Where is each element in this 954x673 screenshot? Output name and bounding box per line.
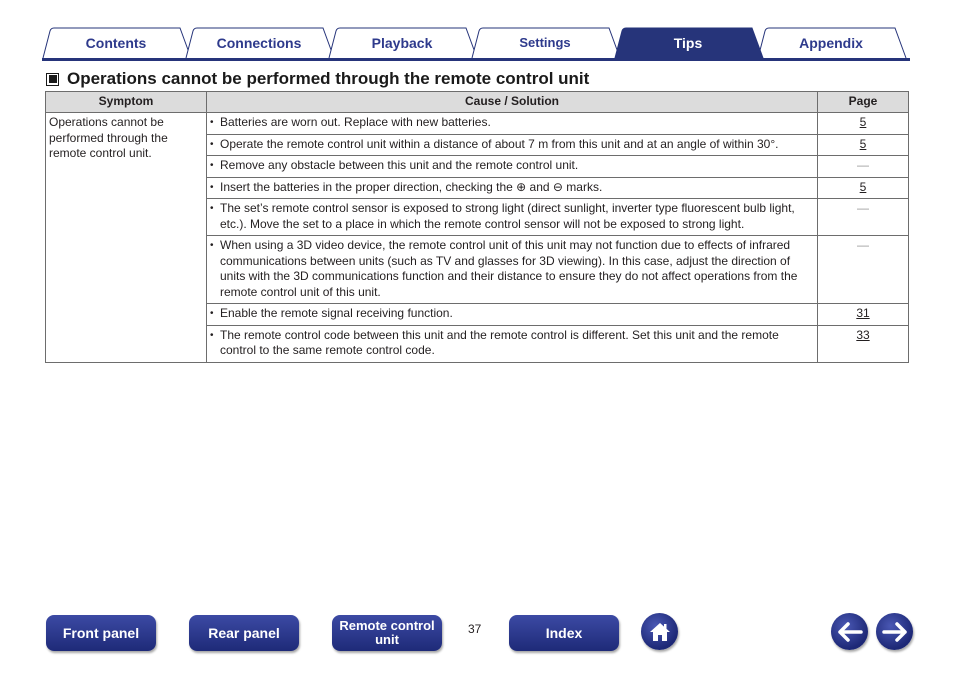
tab-contents[interactable]: Contents — [85, 34, 147, 51]
page-cell — [818, 134, 909, 156]
bullet-icon: • — [210, 160, 214, 171]
bullet-icon: • — [210, 181, 214, 193]
troubleshooting-table — [45, 91, 909, 363]
symptom-cell: Operations cannot be performed through the remote control unit. — [46, 113, 207, 363]
bullet-icon: • — [210, 117, 214, 128]
bullet-icon: • — [210, 240, 214, 251]
arrow-left-icon — [837, 622, 863, 642]
tab-underline — [42, 58, 910, 61]
page-none: — — [857, 201, 869, 215]
header-symptom: Symptom — [46, 92, 207, 113]
top-tab-bar — [42, 27, 910, 63]
back-button[interactable] — [831, 613, 868, 650]
remote-control-unit-button[interactable] — [332, 615, 442, 651]
page-cell — [818, 304, 909, 326]
rear-panel-button[interactable]: Rear panel — [189, 615, 299, 651]
page-cell — [818, 177, 909, 199]
remote-button-line2: unit — [375, 632, 399, 647]
page-cell — [818, 325, 909, 362]
tab-settings[interactable]: Settings — [519, 35, 571, 50]
cause-cell — [207, 134, 818, 156]
cause-cell — [207, 113, 818, 135]
cause-text: When using a 3D video device, the remote control unit of this unit may not function due to effects of infrared communications between units (such as TV and glasses for 3D viewing). In this case, adjust the direction of units with the 3D communications function and their distance to ensure they do not affect operations from the remote control unit of this unit. — [220, 238, 798, 299]
cause-cell — [207, 156, 818, 178]
header-cause-solution: Cause / Solution — [207, 92, 818, 113]
page-cell — [818, 236, 909, 304]
page-number: 37 — [468, 622, 482, 636]
table-row — [46, 113, 909, 135]
page-none: — — [857, 238, 869, 252]
bullet-icon: • — [210, 329, 214, 341]
cause-cell — [207, 199, 818, 236]
tab-tips[interactable]: Tips — [673, 34, 703, 51]
tab-playback[interactable]: Playback — [371, 34, 433, 51]
cause-text: Batteries are worn out. Replace with new batteries. — [220, 115, 491, 129]
cause-text: The remote control code between this unit and the remote control is different. Set this unit and the remote control to the same remote control code. — [220, 327, 779, 357]
home-icon — [648, 621, 672, 643]
page-cell — [818, 113, 909, 135]
bullet-icon: • — [210, 203, 214, 214]
index-button[interactable]: Index — [509, 615, 619, 651]
cause-cell — [207, 236, 818, 304]
cause-text: Operate the remote control unit within a distance of about 7 m from this unit and at an angle of within 30°. — [220, 136, 779, 151]
forward-button[interactable] — [876, 613, 913, 650]
cause-cell — [207, 304, 818, 326]
header-page: Page — [818, 92, 909, 113]
page-link[interactable]: 5 — [859, 136, 867, 151]
arrow-right-icon — [882, 622, 908, 642]
tab-connections[interactable]: Connections — [216, 34, 302, 51]
section-title — [46, 69, 589, 89]
home-button[interactable] — [641, 613, 678, 650]
bullet-icon: • — [210, 138, 214, 150]
page-link[interactable]: 5 — [859, 179, 867, 194]
table-header-row — [46, 92, 909, 113]
page-link[interactable]: 5 — [859, 115, 867, 129]
page-cell — [818, 156, 909, 178]
section-title-text: Operations cannot be performed through the remote control unit — [67, 69, 590, 88]
cause-text: Insert the batteries in the proper direction, checking the ⊕ and ⊖ marks. — [220, 179, 603, 194]
page-none: — — [857, 158, 869, 172]
front-panel-button[interactable]: Front panel — [46, 615, 156, 651]
page-link[interactable]: 33 — [856, 327, 870, 342]
cause-cell — [207, 325, 818, 362]
page-link[interactable]: 31 — [856, 306, 870, 320]
remote-button-line1: Remote control — [339, 618, 435, 633]
bullet-icon: • — [210, 308, 214, 319]
tab-appendix[interactable]: Appendix — [799, 34, 863, 51]
cause-text: Enable the remote signal receiving function. — [220, 306, 453, 320]
page-cell — [818, 199, 909, 236]
cause-cell — [207, 177, 818, 199]
cause-text: Remove any obstacle between this unit and the remote control unit. — [220, 158, 579, 172]
cause-text: The set’s remote control sensor is exposed to strong light (direct sunlight, inverter type fluorescent bulb light, etc.). Move the set to a place in which the remote control sensor will not be exposed to strong light. — [220, 201, 795, 231]
square-bullet-icon — [46, 73, 59, 86]
